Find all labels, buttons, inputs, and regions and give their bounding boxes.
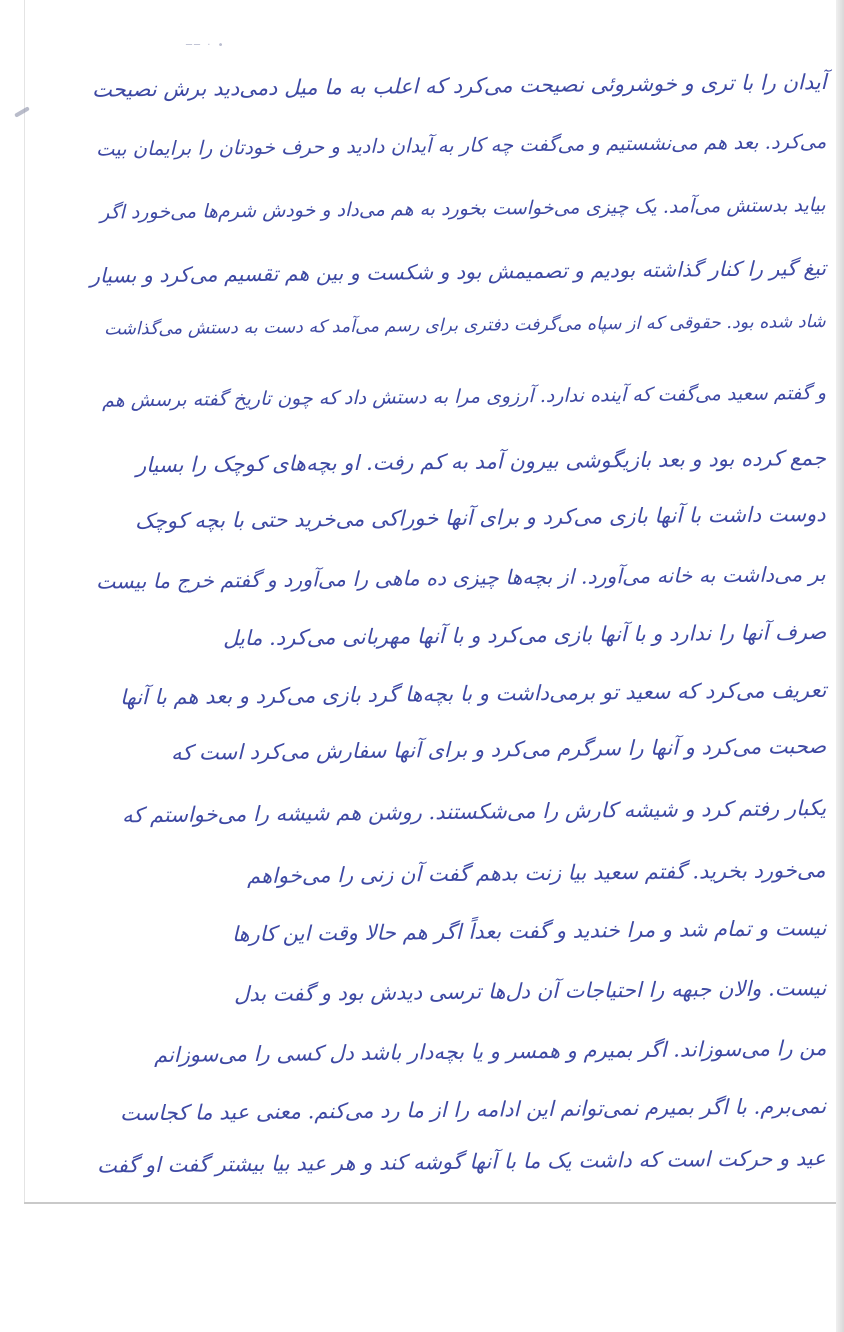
- handwritten-line-1: آیدان را با تری و خوشروئی نصیحت می‌کرد که اعلب به ما میل دمی‌دید برش نصیحت: [91, 70, 827, 102]
- handwritten-line-9: بر می‌داشت به خانه می‌آورد. از بچه‌ها چیزی ده ماهی را می‌آورد و گفتم خرج ما بیست: [96, 562, 827, 594]
- handwritten-line-6: و گفتم سعید می‌گفت که آینده ندارد. آرزوی مرا به دستش داد که چون تاریخ گفته برسش هم: [101, 382, 827, 412]
- handwritten-line-15: نیست و تمام شد و مرا خندید و گفت بعداً اگر هم حالا وقت این کارها: [231, 916, 827, 947]
- handwritten-line-8: دوست داشت با آنها بازی می‌کرد و برای آنها خوراکی می‌خرید حتی با بچه کوچک: [135, 502, 827, 534]
- handwritten-line-5: شاد شده بود. حقوقی که از سپاه می‌گرفت دفتری برای رسم می‌آمد که دست به دستش می‌گذاشت: [104, 312, 827, 340]
- handwritten-line-19: عید و حرکت است که داشت یک ما با آنها گوشه کند و هر عید بیا بیشتر گفت او گفت: [97, 1146, 827, 1178]
- handwritten-line-16: نیست. والان جبهه را احتیاجات آن دل‌ها ترسی دیدش بود و گفت بدل: [233, 976, 827, 1007]
- handwritten-line-2: می‌کرد. بعد هم می‌نشستیم و می‌گفت چه کار به آیدان دادید و حرف خودتان را برایمان بیت: [95, 130, 827, 161]
- handwritten-line-7: جمع کرده بود و بعد بازیگوشی بیرون آمد به کم رفت. او بچه‌های کوچک را بسیار: [135, 446, 827, 478]
- handwritten-line-4: تیغ گیر را کنار گذاشته بودیم و تصمیمش بود و شکست و بین هم تقسیم می‌کرد و بسیار: [89, 256, 827, 288]
- handwritten-line-10: صرف آنها را ندارد و با آنها بازی می‌کرد و با آنها مهربانی می‌کرد. مایل: [222, 620, 827, 651]
- ink-smudge: ── · •: [186, 40, 226, 51]
- scanner-shadow: [836, 0, 844, 1332]
- handwritten-line-17: من را می‌سوزاند. اگر بمیرم و همسر و یا بچه‌دار باشد دل کسی را می‌سوزانم: [153, 1036, 827, 1068]
- paper-bottom-edge: [24, 1202, 844, 1204]
- handwritten-line-3: بیاید بدستش می‌آمد. یک چیزی می‌خواست بخورد به هم می‌داد و خودش شرم‌ها می‌خورد اگر: [100, 194, 827, 224]
- handwritten-text-block: [70, 70, 826, 1200]
- handwritten-line-12: صحبت می‌کرد و آنها را سرگرم می‌کرد و برای آنها سفارش می‌کرد است که: [170, 734, 827, 765]
- paper-left-edge: [24, 0, 25, 1204]
- handwritten-line-13: یکبار رفتم کرد و شیشه کارش را می‌شکستند. روشن هم شیشه را می‌خواستم که: [121, 796, 827, 828]
- handwritten-line-18: نمی‌برم. با اگر بمیرم نمی‌توانم این ادامه را از ما رد می‌کنم. معنی عید ما کجاست: [119, 1094, 827, 1126]
- handwritten-line-14: می‌خورد بخرید. گفتم سعید بیا زنت بدهم گفت آن زنی را می‌خواهم: [247, 858, 827, 889]
- handwritten-line-11: تعریف می‌کرد که سعید تو برمی‌داشت و با بچه‌ها گرد بازی می‌کرد و بعد هم با آنها: [119, 678, 827, 710]
